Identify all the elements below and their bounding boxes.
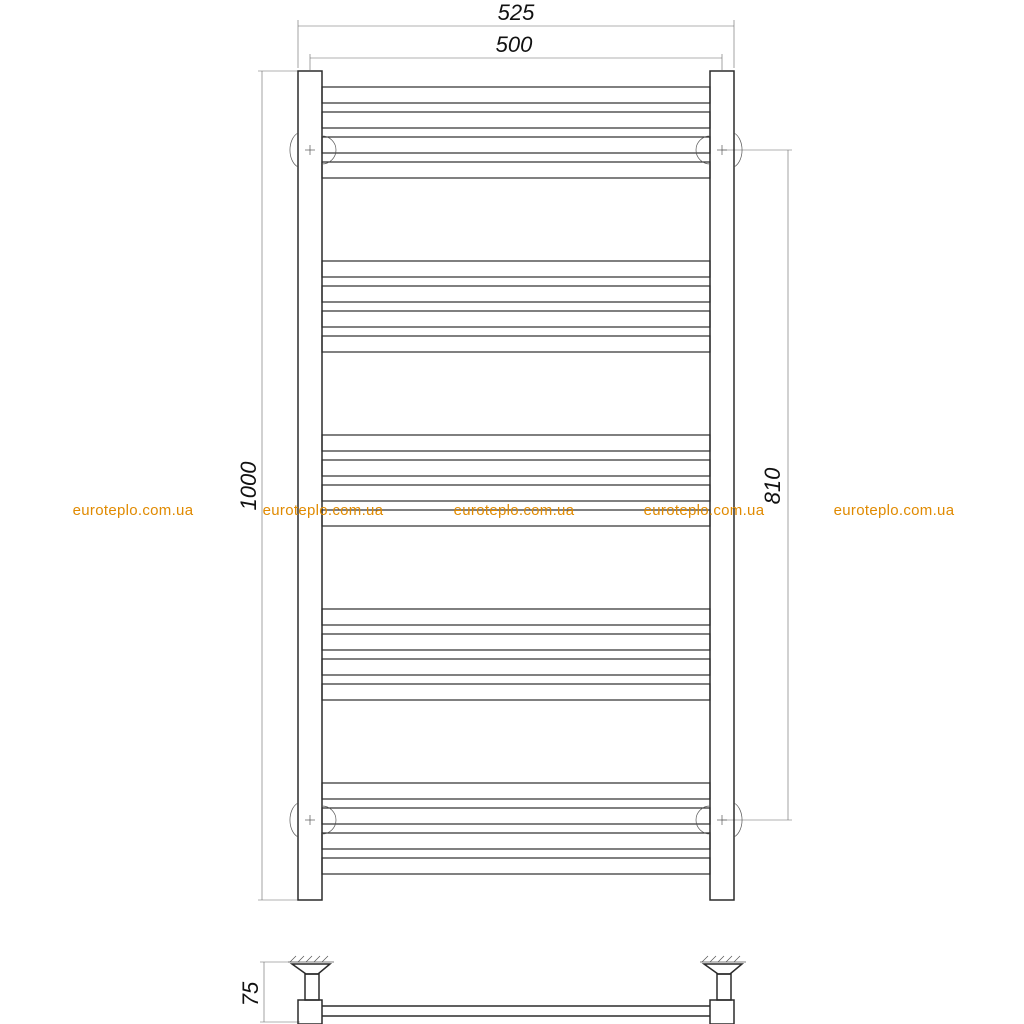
rung (322, 659, 710, 675)
dimension-overall-height (236, 71, 298, 900)
rung (322, 435, 710, 451)
side-upright-left (298, 1000, 322, 1024)
connection-bottom-left (322, 806, 336, 834)
watermarks (73, 502, 955, 519)
dimension-center-width (310, 32, 722, 70)
rung (322, 783, 710, 799)
connection-top-left (322, 136, 336, 164)
overall-width-label: 525 (497, 0, 535, 25)
connection-bottom-right (696, 806, 710, 834)
rung (322, 112, 710, 128)
rung (322, 808, 710, 824)
connection-top-right (696, 136, 710, 164)
rungs (322, 87, 710, 874)
rung (322, 485, 710, 501)
rung (322, 87, 710, 103)
rung (322, 311, 710, 327)
rung (322, 833, 710, 849)
rung (322, 858, 710, 874)
bracket-bottom-left (290, 803, 298, 837)
wall-plate-right (700, 956, 746, 1000)
front-view (290, 71, 742, 900)
side-upright-right (710, 1000, 734, 1024)
rung (322, 460, 710, 476)
wall-plate-left (288, 956, 334, 1000)
rung (322, 609, 710, 625)
connection-spacing-label: 810 (760, 467, 785, 505)
overall-height-label: 1000 (236, 461, 261, 511)
rung (322, 162, 710, 178)
right-upright (710, 71, 734, 900)
rung (322, 261, 710, 277)
rung (322, 137, 710, 153)
rung (322, 634, 710, 650)
watermark: euroteplo.com.ua (643, 502, 765, 519)
rung (322, 286, 710, 302)
dimension-wall-offset (238, 962, 300, 1022)
watermark: euroteplo.com.ua (262, 502, 384, 519)
watermark: euroteplo.com.ua (453, 502, 575, 519)
watermark: euroteplo.com.ua (833, 502, 955, 519)
rung (322, 336, 710, 352)
wall-offset-label: 75 (238, 981, 263, 1007)
bracket-top-left (290, 133, 298, 167)
side-view (238, 956, 746, 1024)
left-upright (298, 71, 322, 900)
center-width-label: 500 (495, 32, 533, 57)
rung (322, 684, 710, 700)
dimension-connection-spacing (722, 150, 792, 820)
watermark: euroteplo.com.ua (72, 502, 194, 519)
